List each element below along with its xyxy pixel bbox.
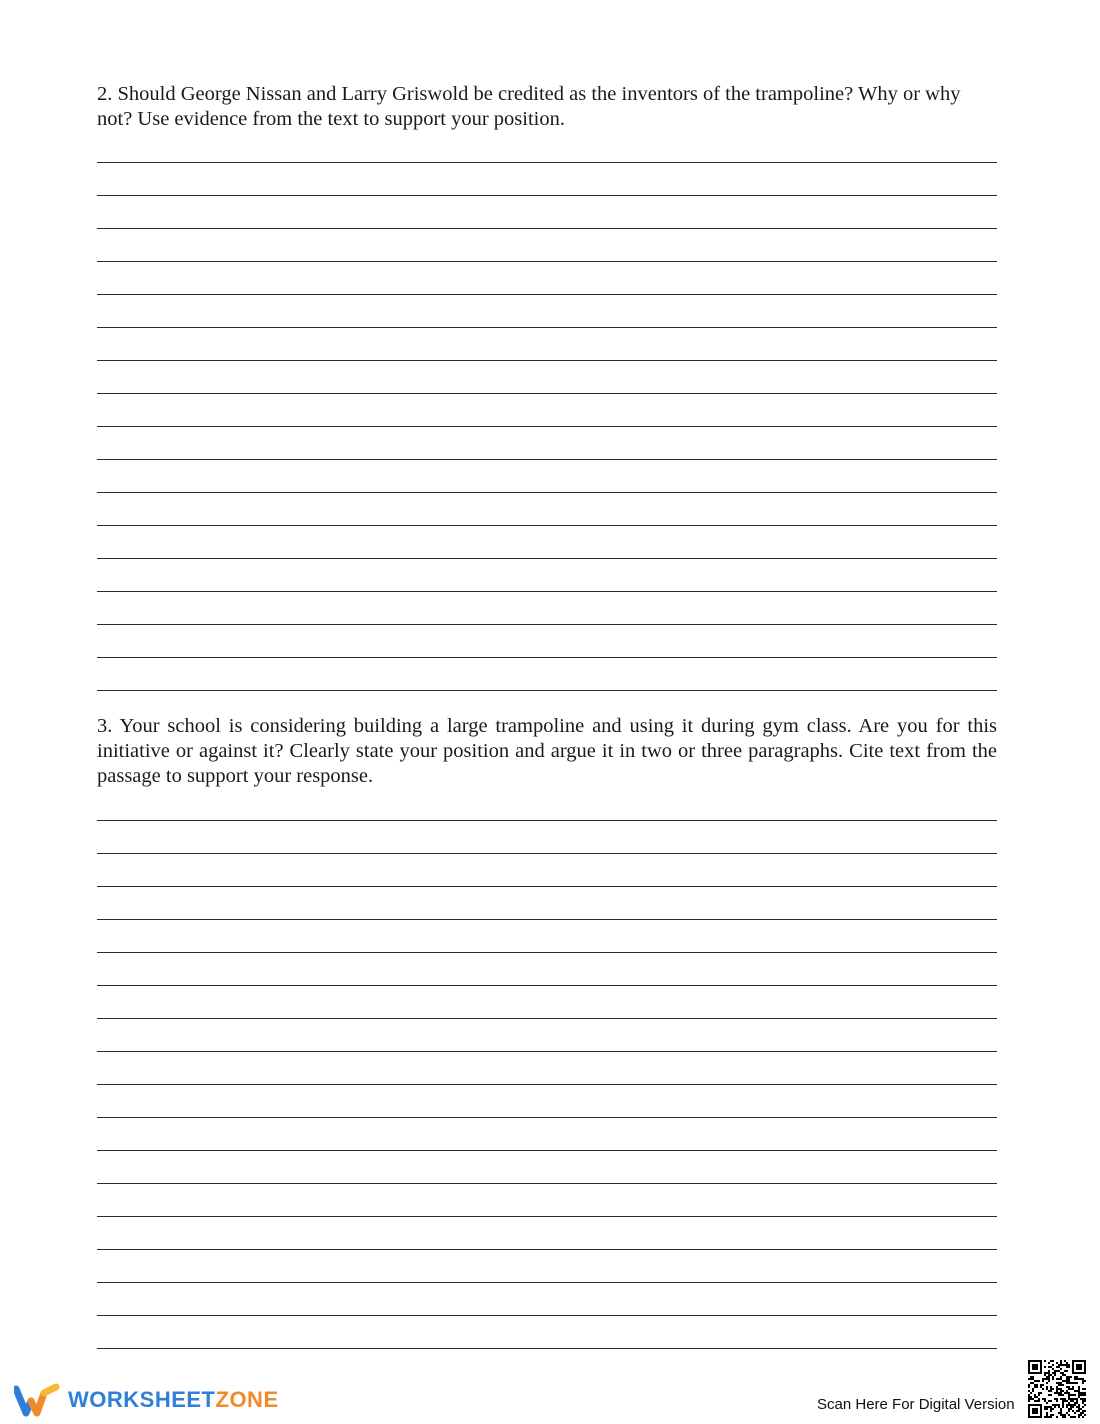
answer-line[interactable]	[97, 294, 997, 295]
answer-line[interactable]	[97, 360, 997, 361]
question-2-prompt: 2. Should George Nissan and Larry Griswold be credited as the inventors of the trampoline? Why or why not? Use evidence from the text to support your position.	[97, 83, 961, 130]
question-3-prompt: 3. Your school is considering building a large trampoline and using it during gym class. Are you for this initiative or against it? Clearly state your position and argue it in two or three paragraphs. Cite text from the passage to support your response.	[97, 715, 997, 787]
worksheetzone-logo[interactable]	[14, 1382, 279, 1418]
answer-line[interactable]	[97, 492, 997, 493]
answer-line[interactable]	[97, 327, 997, 328]
answer-line[interactable]	[97, 1084, 997, 1085]
answer-line[interactable]	[97, 1282, 997, 1283]
worksheetzone-logo-icon	[14, 1383, 60, 1417]
answer-line[interactable]	[97, 525, 997, 526]
answer-line[interactable]	[97, 1348, 997, 1349]
qr-code-icon[interactable]	[1028, 1360, 1086, 1418]
answer-line[interactable]	[97, 1315, 997, 1316]
answer-line[interactable]	[97, 820, 997, 821]
logo-wordmark	[68, 1387, 279, 1413]
answer-line[interactable]	[97, 1249, 997, 1250]
answer-line[interactable]	[97, 261, 997, 262]
answer-line[interactable]	[97, 657, 997, 658]
answer-line[interactable]	[97, 886, 997, 887]
scan-label: Scan Here For Digital Version	[817, 1396, 1015, 1413]
answer-line[interactable]	[97, 162, 997, 163]
answer-line[interactable]	[97, 558, 997, 559]
answer-line[interactable]	[97, 1051, 997, 1052]
answer-line[interactable]	[97, 591, 997, 592]
answer-line[interactable]	[97, 1117, 997, 1118]
answer-line[interactable]	[97, 393, 997, 394]
logo-word-worksheet: WORKSHEET	[68, 1387, 216, 1412]
logo-word-zone: ZONE	[215, 1387, 279, 1412]
answer-line[interactable]	[97, 459, 997, 460]
answer-line[interactable]	[97, 228, 997, 229]
answer-line[interactable]	[97, 853, 997, 854]
answer-line[interactable]	[97, 985, 997, 986]
answer-line[interactable]	[97, 426, 997, 427]
answer-line[interactable]	[97, 195, 997, 196]
answer-line[interactable]	[97, 1150, 997, 1151]
answer-line[interactable]	[97, 1183, 997, 1184]
answer-line[interactable]	[97, 919, 997, 920]
answer-line[interactable]	[97, 624, 997, 625]
answer-line[interactable]	[97, 952, 997, 953]
answer-line[interactable]	[97, 690, 997, 691]
answer-line[interactable]	[97, 1018, 997, 1019]
answer-line[interactable]	[97, 1216, 997, 1217]
